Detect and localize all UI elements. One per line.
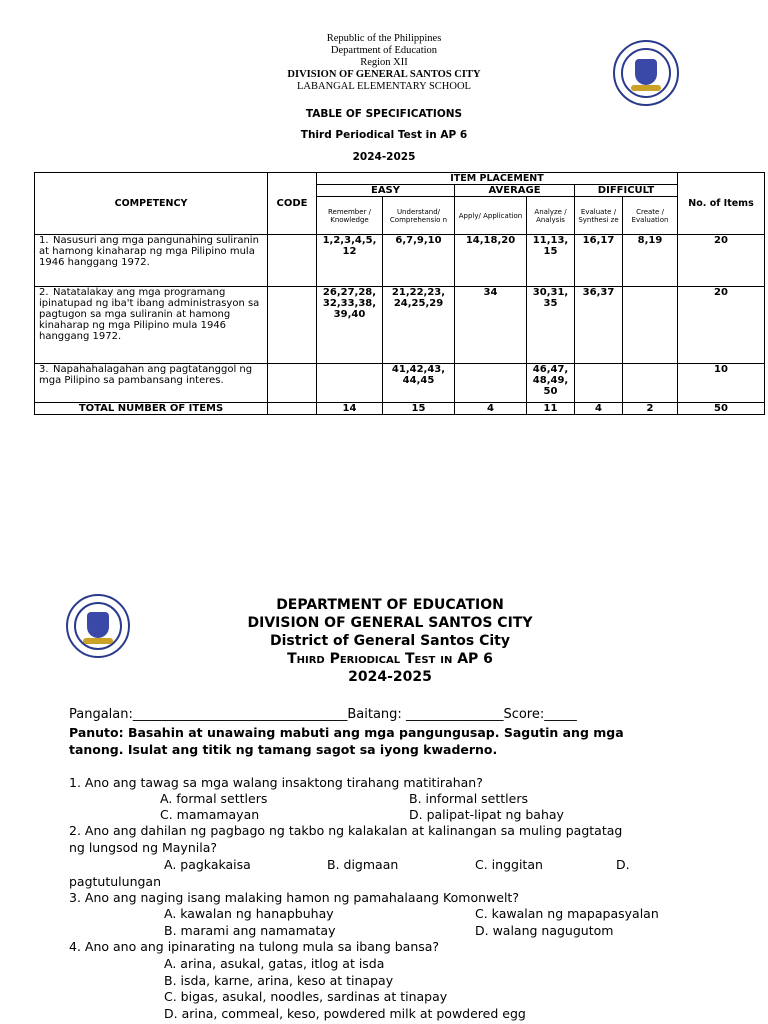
code-cell (268, 403, 317, 415)
create-cell (623, 287, 678, 364)
test-year: 2024-2025 (348, 669, 432, 685)
totals-label: TOTAL NUMBER OF ITEMS (35, 403, 268, 415)
evaluate-cell: 16,17 (575, 235, 623, 287)
understand-cell: 6,7,9,10 (383, 235, 455, 287)
deped-seal-logo (66, 594, 130, 658)
header-code: CODE (268, 173, 317, 235)
header-easy: EASY (317, 185, 455, 197)
header-evaluate: Evaluate / Synthesi ze (575, 197, 623, 235)
question-3: 3. Ano ang naging isang malaking hamon ng pamahalaang Komonwelt? (69, 890, 519, 905)
tos-title: TABLE OF SPECIFICATIONS (305, 108, 463, 120)
q4-option-d: D. arina, commeal, keso, powdered milk at powdered egg (164, 1006, 526, 1021)
competency-cell: 3. Napahahalagahan ang pagtatanggol ng mga Pilipino sa pambansang interes. (35, 364, 268, 403)
name-grade-score-line: Pangalan:_________________________________Baitang: _______________Score:_____ (69, 707, 577, 722)
header-division: DIVISION OF GENERAL SANTOS CITY (287, 69, 481, 80)
q2-option-d: D. (616, 857, 630, 872)
total-evaluate: 4 (575, 403, 623, 415)
q1-option-b: B. informal settlers (409, 791, 528, 806)
instructions-line-2: tanong. Isulat ang titik ng tamang sagot sa iyong kwaderno. (69, 742, 498, 757)
total-cell: 10 (678, 364, 765, 403)
total-cell: 20 (678, 235, 765, 287)
remember-cell: 26,27,28, 32,33,38, 39,40 (317, 287, 383, 364)
evaluate-cell (575, 364, 623, 403)
total-items: 50 (678, 403, 765, 415)
instructions-line-1: Panuto: Basahin at unawaing mabuti ang mga pangungusap. Sagutin ang mga (69, 725, 624, 740)
q2-option-a: A. pagkakaisa (164, 857, 251, 872)
apply-cell (455, 364, 527, 403)
question-2-line-1: 2. Ano ang dahilan ng pagbago ng takbo ng kalakalan at kalinangan sa muling pagtatag (69, 823, 623, 838)
total-create: 2 (623, 403, 678, 415)
tos-subtitle: Third Periodical Test in AP 6 (300, 129, 468, 141)
total-remember: 14 (317, 403, 383, 415)
competency-cell: 2. Natatalakay ang mga programang ipinatupad ng iba't ibang administrasyon sa pagtugon sa mga suliranin at hamong kinaharap ng mga Pilipino mula 1946 hanggang 1972. (35, 287, 268, 364)
total-understand: 15 (383, 403, 455, 415)
q2-option-d-text: pagtutulungan (69, 874, 162, 889)
evaluate-cell: 36,37 (575, 287, 623, 364)
header-no-items: No. of Items (678, 173, 765, 235)
header-department: Department of Education (330, 45, 438, 56)
q4-option-a: A. arina, asukal, gatas, itlog at isda (164, 956, 385, 971)
header-apply: Apply/ Application (455, 197, 527, 235)
q2-option-c: C. inggitan (475, 857, 543, 872)
header-item-placement: ITEM PLACEMENT (317, 173, 678, 185)
create-cell: 8,19 (623, 235, 678, 287)
code-cell (268, 364, 317, 403)
header-understand: Understand/ Comprehensio n (383, 197, 455, 235)
deped-seal-logo (613, 40, 679, 106)
code-cell (268, 287, 317, 364)
question-1: 1. Ano ang tawag sa mga walang insaktong tirahang matitirahan? (69, 775, 483, 790)
question-2-line-2: ng lungsod ng Maynila? (69, 840, 217, 855)
table-row (35, 287, 765, 364)
header-remember: Remember / Knowledge (317, 197, 383, 235)
q3-option-d: D. walang nagugutom (475, 923, 614, 938)
test-division: DIVISION OF GENERAL SANTOS CITY (247, 615, 533, 631)
understand-cell: 21,22,23, 24,25,29 (383, 287, 455, 364)
header-region: Region XII (360, 57, 408, 68)
apply-cell: 14,18,20 (455, 235, 527, 287)
q1-option-d: D. palipat-lipat ng bahay (409, 807, 564, 822)
q1-option-a: A. formal settlers (160, 791, 268, 806)
competency-cell: 1. Nasusuri ang mga pangunahing suliranin at hamong kinaharap ng mga Pilipino mula 1946 hanggang 1972. (35, 235, 268, 287)
q1-option-c: C. mamamayan (160, 807, 260, 822)
q3-option-b: B. marami ang namamatay (164, 923, 336, 938)
analyze-cell: 11,13, 15 (527, 235, 575, 287)
create-cell (623, 364, 678, 403)
header-average: AVERAGE (455, 185, 575, 197)
header-republic: Republic of the Philippines (326, 33, 442, 44)
understand-cell: 41,42,43, 44,45 (383, 364, 455, 403)
test-department: DEPARTMENT OF EDUCATION (276, 597, 504, 613)
apply-cell: 34 (455, 287, 527, 364)
header-difficult: DIFFICULT (575, 185, 678, 197)
totals-row (35, 403, 765, 415)
header-analyze: Analyze / Analysis (527, 197, 575, 235)
remember-cell (317, 364, 383, 403)
table-row (35, 364, 765, 403)
q2-option-b: B. digmaan (327, 857, 399, 872)
test-district: District of General Santos City (270, 633, 510, 649)
table-row (35, 235, 765, 287)
header-competency: COMPETENCY (35, 173, 268, 235)
q4-option-c: C. bigas, asukal, noodles, sardinas at tinapay (164, 989, 448, 1004)
tos-year: 2024-2025 (352, 151, 416, 163)
specifications-table (34, 172, 765, 415)
q3-option-c: C. kawalan ng mapapasyalan (475, 906, 659, 921)
q3-option-a: A. kawalan ng hanapbuhay (164, 906, 334, 921)
total-analyze: 11 (527, 403, 575, 415)
total-cell: 20 (678, 287, 765, 364)
code-cell (268, 235, 317, 287)
analyze-cell: 30,31, 35 (527, 287, 575, 364)
question-4: 4. Ano ano ang ipinarating na tulong mula sa ibang bansa? (69, 939, 440, 954)
remember-cell: 1,2,3,4,5, 12 (317, 235, 383, 287)
header-school: LABANGAL ELEMENTARY SCHOOL (297, 81, 471, 92)
total-apply: 4 (455, 403, 527, 415)
analyze-cell: 46,47, 48,49, 50 (527, 364, 575, 403)
header-create: Create / Evaluation (623, 197, 678, 235)
test-title: Third Periodical Test in AP 6 (287, 651, 493, 667)
q4-option-b: B. isda, karne, arina, keso at tinapay (164, 973, 394, 988)
